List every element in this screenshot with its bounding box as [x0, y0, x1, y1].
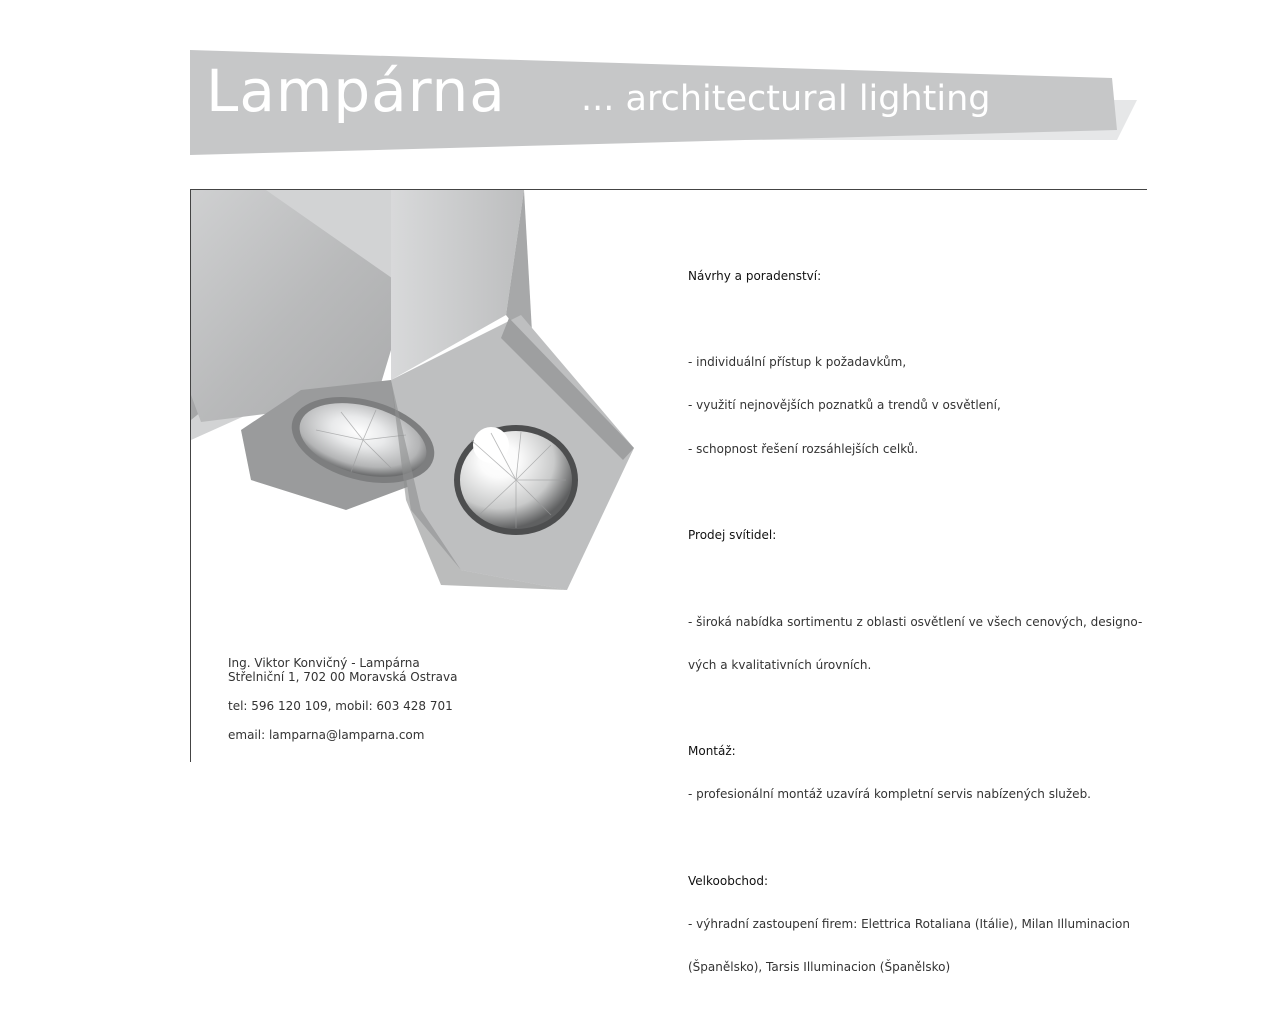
design-heading: Návrhy a poradenství:: [688, 268, 822, 283]
wholesale-section: [688, 845, 1148, 1003]
email-label: email:: [228, 728, 269, 742]
spotlight-photo: [191, 190, 636, 592]
list-item: - individuální přístup k požadavkům,: [688, 355, 907, 370]
installation-heading: Montáž:: [688, 744, 736, 759]
sales-line: - široká nabídka sortimentu z oblasti osvětlení ve všech cenových, designo-: [688, 614, 1143, 629]
wholesale-heading: Velkoobchod:: [688, 873, 769, 888]
services-text: [688, 240, 1148, 1018]
contact-block: [228, 656, 558, 757]
installation-line: - profesionální montáž uzavírá kompletní servis nabízených služeb.: [688, 787, 1091, 802]
sales-heading: Prodej svítidel:: [688, 528, 777, 543]
spotlight-icon: [191, 190, 636, 592]
contact-street: Střelniční 1, 702 00 Moravská Ostrava: [228, 670, 458, 685]
contact-phone-block: [228, 699, 558, 713]
email-link[interactable]: lamparna@lamparna.com: [268, 728, 425, 742]
list-item: - schopnost řešení rozsáhlejších celků.: [688, 441, 919, 456]
sales-section: [688, 499, 1148, 571]
site-tagline: ... architectural lighting: [581, 79, 991, 119]
contact-email-block: [228, 728, 558, 742]
site-logo[interactable]: Lampárna: [206, 57, 506, 125]
contact-name: Ing. Viktor Konvičný - Lampárna: [228, 656, 420, 670]
design-section: [688, 240, 1148, 312]
design-list: [688, 326, 1148, 484]
contact-address: [228, 656, 558, 685]
sales-text: [688, 586, 1148, 701]
wholesale-line: - výhradní zastoupení firem: Elettrica Rotaliana (Itálie), Milan Illuminacion: [688, 917, 1130, 932]
installation-section: [688, 715, 1148, 830]
wholesale-line: (Španělsko), Tarsis Illuminacion (Španělsko): [688, 960, 951, 975]
header-banner: [190, 48, 1140, 158]
list-item: - využití nejnovějších poznatků a trendů v osvětlení,: [688, 398, 1001, 413]
sales-line: vých a kvalitativních úrovních.: [688, 657, 872, 672]
contact-phone: tel: 596 120 109, mobil: 603 428 701: [228, 699, 453, 714]
